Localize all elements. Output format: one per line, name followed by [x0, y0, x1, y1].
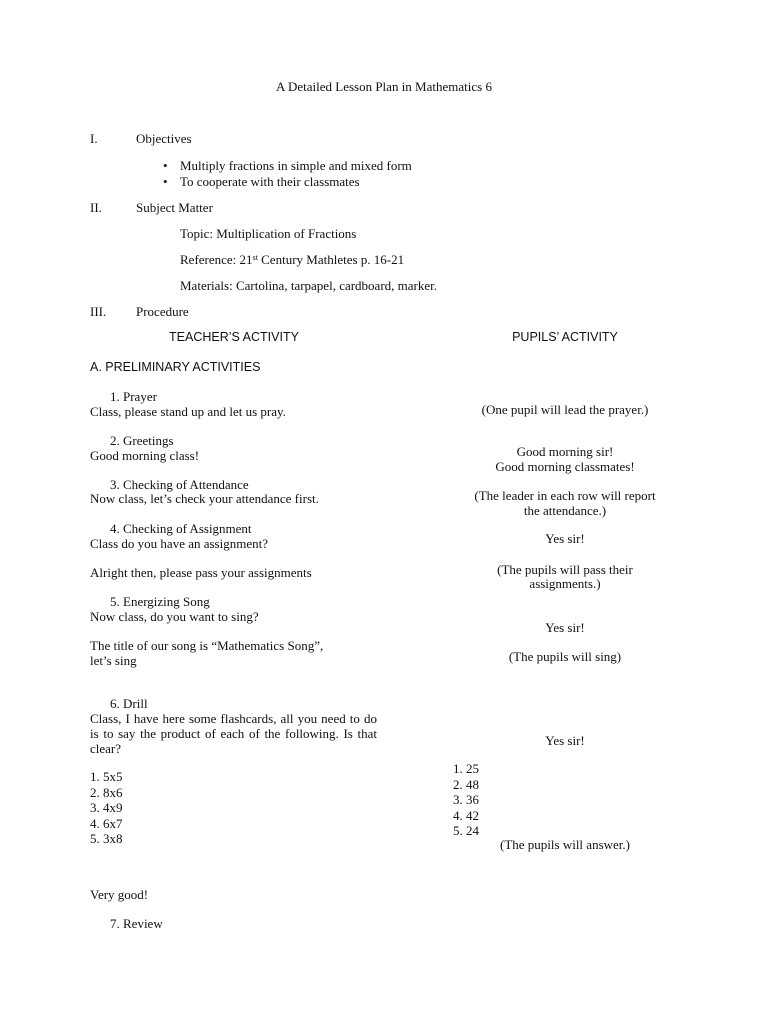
document-title: A Detailed Lesson Plan in Mathematics 6	[276, 79, 492, 94]
section-heading-subject-matter: Subject Matter	[136, 200, 213, 215]
pupils-activity-header: PUPILS’ ACTIVITY	[512, 330, 618, 344]
teacher-line: Alright then, please pass your assignments	[90, 565, 312, 580]
drill-question: 5. 3x8	[90, 831, 123, 846]
pupil-line: (The pupils will answer.)	[500, 837, 630, 852]
drill-answer: 5. 24	[453, 823, 479, 838]
teacher-line: Class do you have an assignment?	[90, 536, 268, 551]
drill-answer-list	[453, 761, 479, 839]
step-heading-assignment: 4. Checking of Assignment	[110, 521, 252, 536]
pupil-line: the attendance.)	[523, 503, 607, 518]
pupil-line: assignments.)	[529, 576, 601, 591]
pupil-line: Yes sir!	[545, 733, 585, 748]
step-heading-greetings: 2. Greetings	[110, 433, 174, 448]
step-heading-drill: 6. Drill	[110, 696, 148, 711]
drill-answer: 4. 42	[453, 807, 479, 823]
pupil-line: Good morning classmates!	[495, 459, 635, 474]
drill-answer: 3. 36	[453, 792, 479, 807]
step-heading-song: 5. Energizing Song	[110, 594, 210, 609]
teacher-line: Class, please stand up and let us pray.	[90, 404, 286, 419]
teacher-line: Now class, let’s check your attendance first.	[90, 491, 319, 506]
drill-question: 2. 8x6	[90, 784, 123, 800]
section-numeral-subject-matter: II.	[90, 200, 102, 215]
teacher-activity-header: TEACHER’S ACTIVITY	[169, 330, 299, 344]
drill-answer: 1. 25	[453, 761, 479, 776]
step-heading-attendance: 3. Checking of Attendance	[110, 477, 249, 492]
drill-answer: 2. 48	[453, 776, 479, 792]
pupil-line: (One pupil will lead the prayer.)	[481, 402, 649, 417]
teacher-line: Good morning class!	[90, 448, 200, 463]
teacher-line: Now class, do you want to sing?	[90, 609, 259, 624]
drill-question-list	[90, 769, 123, 847]
step-heading-review: 7. Review	[110, 916, 163, 931]
teacher-paragraph: Class, I have here some flashcards, all you need to do is to say the product of each of the following. Is that clear?	[90, 711, 377, 756]
teacher-line: let’s sing	[90, 653, 137, 668]
objective-item: Multiply fractions in simple and mixed form	[180, 158, 412, 173]
section-heading-procedure: Procedure	[136, 304, 189, 319]
drill-question: 3. 4x9	[90, 800, 123, 815]
reference-text-rest: Century Mathletes p. 16-21	[257, 252, 405, 267]
teacher-line: The title of our song is “Mathematics Song”,	[90, 638, 324, 653]
pupil-line: Good morning sir!	[516, 444, 614, 459]
preliminary-activities-heading: A. PRELIMINARY ACTIVITIES	[90, 360, 261, 374]
reference-text: Reference: 21	[180, 252, 253, 267]
reference-line	[180, 252, 404, 267]
reference-superscript: st	[252, 253, 258, 262]
drill-question: 4. 6x7	[90, 815, 123, 831]
bullet-icon: •	[163, 174, 168, 189]
pupil-line: Yes sir!	[545, 531, 585, 546]
pupil-line: (The pupils will sing)	[508, 649, 622, 664]
bullet-icon: •	[163, 158, 168, 173]
pupil-line: (The leader in each row will report	[474, 488, 656, 503]
drill-question: 1. 5x5	[90, 769, 123, 784]
pupil-line: (The pupils will pass their	[497, 562, 633, 577]
objective-item: To cooperate with their classmates	[180, 174, 360, 189]
topic-line: Topic: Multiplication of Fractions	[180, 226, 357, 241]
section-numeral-objectives: I.	[90, 131, 98, 146]
section-numeral-procedure: III.	[90, 304, 107, 319]
step-heading-prayer: 1. Prayer	[110, 389, 157, 404]
pupil-line: Yes sir!	[545, 620, 585, 635]
teacher-line: Very good!	[90, 887, 149, 902]
materials-line: Materials: Cartolina, tarpapel, cardboard, marker.	[180, 278, 438, 293]
section-heading-objectives: Objectives	[136, 131, 192, 146]
